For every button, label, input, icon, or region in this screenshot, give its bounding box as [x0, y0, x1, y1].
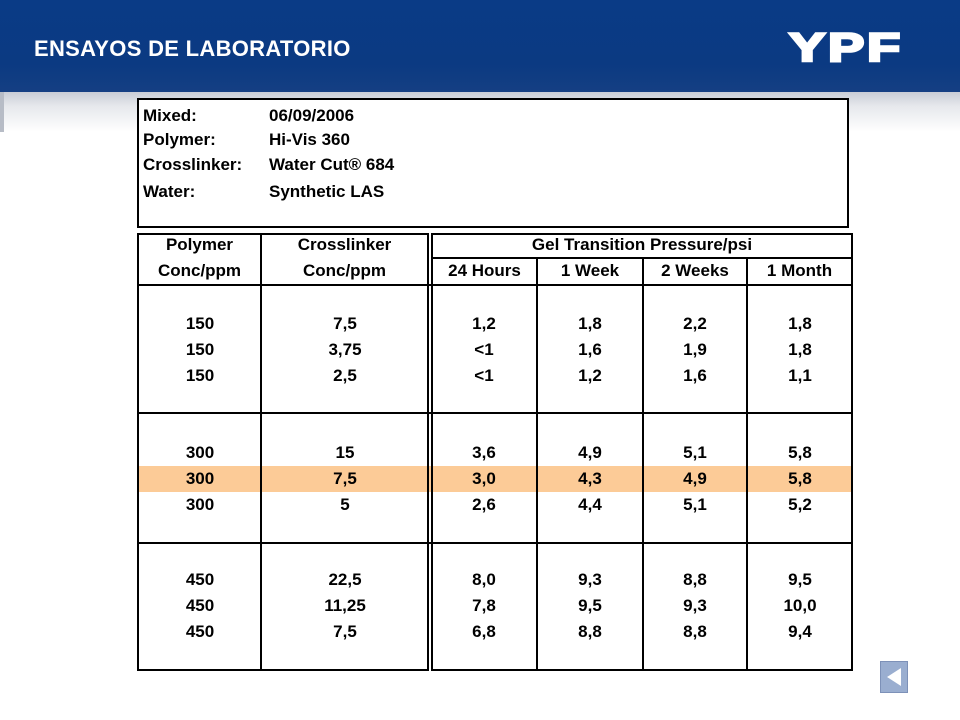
table-cell: 1,6	[683, 366, 707, 385]
table-cell: 9,4	[788, 622, 812, 641]
col-divider	[260, 233, 262, 671]
info-value: Hi-Vis 360	[269, 130, 350, 149]
group-header-divider	[431, 257, 853, 259]
table-cell: 1,2	[472, 314, 496, 333]
sample-info-box	[137, 98, 849, 228]
table-cell: 4,3	[578, 469, 602, 488]
table-cell: 8,8	[683, 570, 707, 589]
table-cell: 7,5	[333, 469, 357, 488]
table-cell: 5,8	[788, 469, 812, 488]
table-cell: 6,8	[472, 622, 496, 641]
table-cell: 1,9	[683, 340, 707, 359]
table-cell: 9,5	[788, 570, 812, 589]
ypf-logo	[786, 30, 906, 66]
col-header-1-month: 1 Month	[766, 261, 833, 280]
table-cell: 2,6	[472, 495, 496, 514]
table-cell: 150	[185, 314, 215, 333]
table-cell: 1,8	[788, 314, 812, 333]
table-cell: 450	[185, 596, 215, 615]
back-arrow-icon	[881, 662, 907, 692]
table-cell: 1,2	[578, 366, 602, 385]
table-cell: 300	[185, 443, 215, 462]
table-cell: 2,2	[683, 314, 707, 333]
table-cell: 5,2	[788, 495, 812, 514]
table-cell: 1,1	[788, 366, 812, 385]
table-cell: 150	[185, 366, 215, 385]
back-button[interactable]	[880, 661, 908, 693]
table-cell: 4,9	[578, 443, 602, 462]
table-cell: <1	[474, 366, 494, 385]
table-cell: 450	[185, 570, 215, 589]
table-cell: 15	[335, 443, 355, 462]
col-header-1-week: 1 Week	[560, 261, 620, 280]
col-header-2-weeks: 2 Weeks	[661, 261, 729, 280]
table-cell: 1,8	[788, 340, 812, 359]
table-cell: 7,8	[472, 596, 496, 615]
header-shadow-edge	[0, 92, 4, 132]
col-header-crosslinker-unit: Conc/ppm	[302, 261, 387, 280]
info-value: Water Cut® 684	[269, 155, 395, 174]
table-cell: 5	[340, 495, 350, 514]
info-label: Crosslinker:	[143, 155, 243, 174]
table-cell: 8,0	[472, 570, 496, 589]
table-cell: 450	[185, 622, 215, 641]
table-cell: 5,1	[683, 495, 707, 514]
col-header-crosslinker: Crosslinker	[297, 235, 392, 254]
info-value: 06/09/2006	[269, 106, 355, 125]
table-cell: 1,6	[578, 340, 602, 359]
ypf-logo-text: YPF	[789, 30, 903, 66]
table-cell: 3,75	[328, 340, 362, 359]
info-label: Polymer:	[143, 130, 216, 149]
table-cell: 150	[185, 340, 215, 359]
table-cell: 300	[185, 495, 215, 514]
table-cell: 8,8	[578, 622, 602, 641]
col-header-polymer-unit: Conc/ppm	[157, 261, 242, 280]
table-cell: 7,5	[333, 314, 357, 333]
table-cell: 10,0	[783, 596, 817, 615]
col-header-24-hours: 24 Hours	[448, 261, 521, 280]
table-cell: 4,4	[578, 495, 602, 514]
table-cell: 300	[185, 469, 215, 488]
table-cell: 4,9	[683, 469, 707, 488]
header-divider	[137, 284, 853, 286]
col-group-header-pressure: Gel Transition Pressure/psi	[531, 235, 753, 254]
table-cell: 9,5	[578, 596, 602, 615]
table-cell: 9,3	[578, 570, 602, 589]
table-cell: 3,6	[472, 443, 496, 462]
table-cell: 8,8	[683, 622, 707, 641]
table-cell: 5,8	[788, 443, 812, 462]
col-header-polymer: Polymer	[165, 235, 234, 254]
table-cell: <1	[474, 340, 494, 359]
group-divider	[137, 542, 853, 544]
table-cell: 22,5	[328, 570, 362, 589]
group-divider	[137, 412, 853, 414]
info-label: Water:	[143, 182, 196, 201]
slide-title: ENSAYOS DE LABORATORIO	[34, 36, 351, 61]
info-label: Mixed:	[143, 106, 197, 125]
table-cell: 3,0	[472, 469, 496, 488]
table-cell: 5,1	[683, 443, 707, 462]
info-value: Synthetic LAS	[269, 182, 385, 201]
table-cell: 2,5	[333, 366, 357, 385]
table-cell: 9,3	[683, 596, 707, 615]
table-cell: 1,8	[578, 314, 602, 333]
table-cell: 11,25	[324, 596, 366, 615]
table-cell: 7,5	[333, 622, 357, 641]
